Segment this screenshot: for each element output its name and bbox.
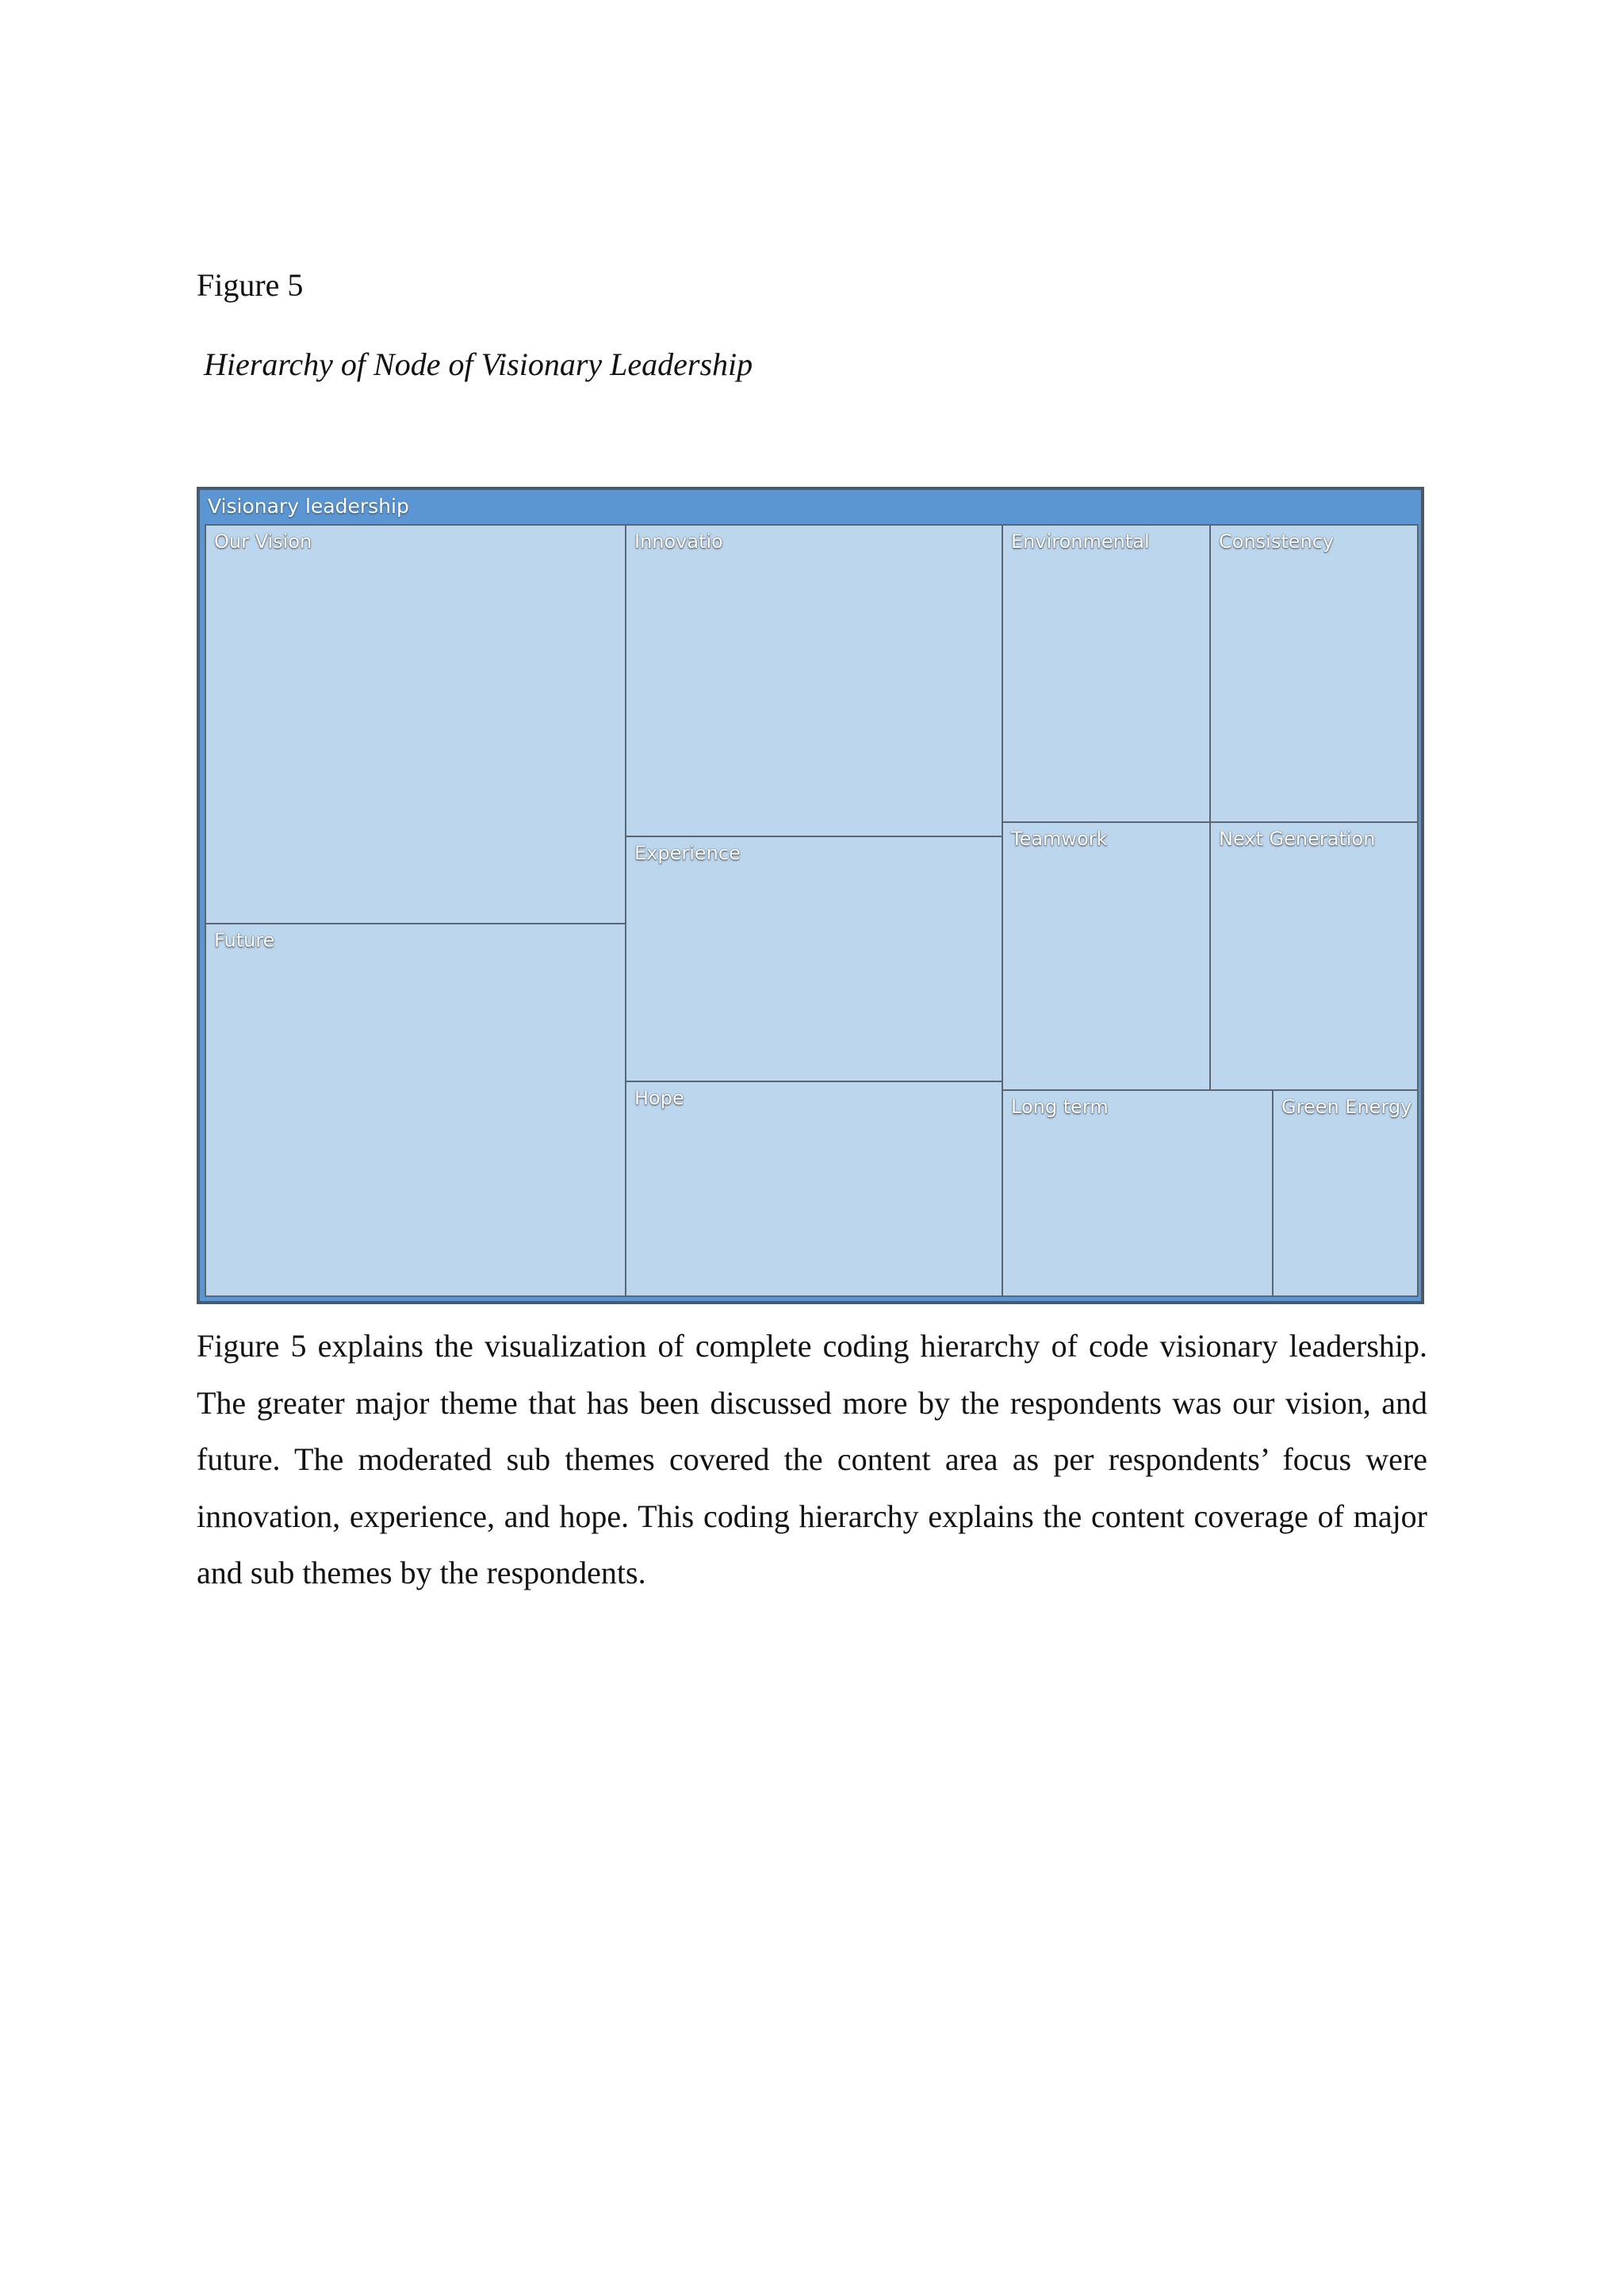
- treemap-cell-label: Future: [214, 929, 275, 951]
- treemap-root-label: Visionary leadership: [208, 495, 409, 518]
- treemap-cell-our-vision: [205, 524, 626, 924]
- treemap-cell-label: Our Vision: [214, 530, 312, 553]
- treemap-cell-label: Environmental: [1011, 530, 1150, 553]
- treemap-cell-hope: [625, 1081, 1003, 1297]
- treemap-cell-label: Next Generation: [1219, 828, 1376, 850]
- treemap-cell-experience: [625, 836, 1003, 1082]
- treemap-cell-label: Innovatio: [634, 530, 723, 553]
- treemap-cell-future: [205, 923, 626, 1297]
- treemap-cell-innovatio: [625, 524, 1003, 837]
- treemap-cell-green-energy: [1272, 1089, 1419, 1297]
- body-paragraph: Figure 5 explains the visualization of complete coding hierarchy of code visionary leadership. The greater major theme that has been discussed more by the respondents was our vision, and future. The moderated sub themes covered the content area as per respondents’ focus were innovation, experience, and hope. This coding hierarchy explains the content coverage of major and sub themes by the respondents.: [197, 1328, 1427, 1590]
- treemap-cell-next-generation: [1209, 821, 1419, 1091]
- treemap-cell-teamwork: [1002, 821, 1211, 1091]
- treemap-cell-label: Teamwork: [1011, 828, 1108, 850]
- figure-label: Figure 5: [197, 267, 304, 303]
- treemap-cell-label: Consistency: [1219, 530, 1335, 553]
- treemap-cell-label: Experience: [634, 842, 741, 864]
- treemap-cell-label: Long term: [1011, 1096, 1109, 1118]
- figure-title: Hierarchy of Node of Visionary Leadership: [204, 346, 753, 382]
- treemap: [197, 487, 1424, 1304]
- treemap-cell-environmental: [1002, 524, 1211, 823]
- treemap-cell-label: Hope: [634, 1087, 684, 1109]
- treemap-cell-consistency: [1209, 524, 1419, 823]
- treemap-cell-label: Green Energy: [1281, 1096, 1412, 1118]
- treemap-cell-long-term: [1002, 1089, 1274, 1297]
